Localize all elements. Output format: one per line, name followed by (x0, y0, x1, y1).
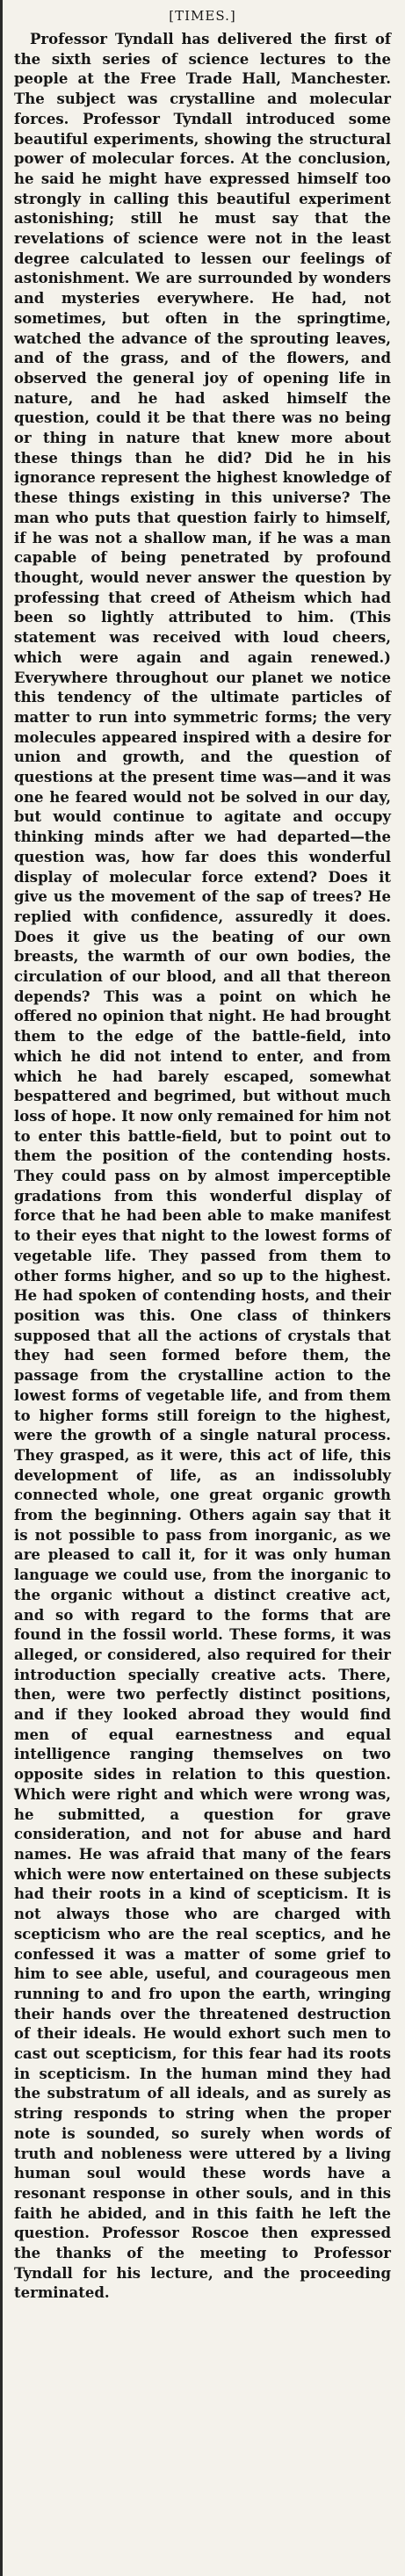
column-rule (0, 0, 3, 2576)
source-header: [TIMES.] (169, 8, 236, 24)
article-body: Professor Tyndall has delivered the first of the sixth series of science lectures to the people at the Free Trade Hall, Manchester. The subject was crystalline and molecular forces. Professor Tyndall introduced some beautiful experiments, showing the structural power of molecular forces. At the conclusion, he said he might have expressed himself too strongly in calling this beautiful experiment astonishing; still he must say that the revelations of science were not in the least degree calculated to lessen our feelings of astonishment. We are surrounded by wonders and mysteries everywhere. He had, not sometimes, but often in the springtime, watched the advance of the sprouting leaves, and of the grass, and of the flowers, and observed the general joy of opening life in nature, and he had asked himself the question, could it be that there was no being or thing in nature that knew more about these things than he did? Did he in his ignorance represent the highest knowledge of these things existing in this universe? The man who puts that question fairly to himself, if he was not a shallow man, if he was a man capable of being penetrated by profound thought, would never answer the question by professing that creed of Atheism which had been so lightly attributed to him. (This statement was received with loud cheers, which were again and again renewed.) Everywhere throughout our planet we notice this tendency of the ultimate particles of matter to run into symmetric forms; the very molecules appeared inspired with a desire for union and growth, and the question of questions at the present time was—and it was one he feared would not be solved in our day, but would continue to agitate and occupy thinking minds after we had departed—the question was, how far does this wonderful display of molecular force extend? Does it give us the movement of the sap of trees? He replied with confidence, assuredly it does. Does it give us the beating of our own breasts, the warmth of our own bodies, the circulation of our blood, and all that thereon depends? This was a point on which he offered no opinion that night. He had brought them to the edge of the battle-field, into which he did not intend to enter, and from which he had barely escaped, somewhat bespattered and begrimed, but without much loss of hope. It now only remained for him not to enter this battle-field, but to point out to them the position of the contending hosts. They could pass on by almost imperceptible gradations from this wonderful display of force that he had been able to make manifest to their eyes that night to the lowest forms of vegetable life. They passed from them to other forms higher, and so up to the highest. He had spoken of contending hosts, and their position was this. One class of thinkers supposed that all the actions of crystals that they had seen formed before them, the passage from the crystalline action to the lowest forms of vegetable life, and from them to higher forms still foreign to the highest, were the growth of a single natural process. They grasped, as it were, this act of life, this development of life, as an indissolubly connected whole, one great organic growth from the beginning. Others again say that it is not possible to pass from inorganic, as we are pleased to call it, for it was only human language we could use, from the inorganic to the organic without a distinct creative act, and so with regard to the forms that are found in the fossil world. These forms, it was alleged, or considered, also required for their introduction specially creative acts. There, then, were two perfectly distinct positions, and if they looked abroad they would find men of equal earnestness and equal intelligence ranging themselves on two opposite sides in relation to this question. Which were right and which were wrong was, he submitted, a question for grave consideration, and not for abuse and hard names. He was afraid that many of the fears which were now entertained on these subjects had their roots in a kind of scepticism. It is not always those who are charged with scepticism who are the real sceptics, and he confessed it was a matter of some grief to him to see able, useful, and courageous men running to and fro upon the earth, wringing their hands over the threatened destruction of their ideals. He would exhort such men to cast out scepticism, for this fear had its roots in scepticism. In the human mind they had the substratum of all ideals, and as surely as string responds to string when the proper note is sounded, so surely when words of truth and nobleness were uttered by a living human soul would these words have a resonant response in other souls, and in this faith he abided, and in this faith he left the question. Professor Roscoe then expressed the thanks of the meeting to Professor Tyndall for his lecture, and the proceeding terminated. (14, 31, 391, 2302)
